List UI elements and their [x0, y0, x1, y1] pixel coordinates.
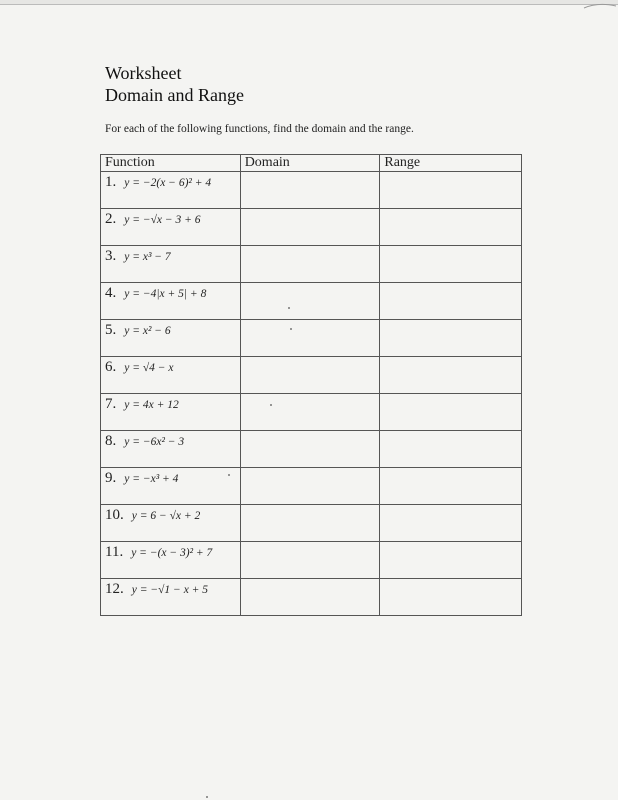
header-range: Range [380, 155, 522, 172]
range-answer-cell[interactable] [380, 320, 522, 357]
range-answer-cell[interactable] [380, 431, 522, 468]
table-row [101, 394, 522, 431]
scan-speck [228, 474, 230, 476]
scan-speck [290, 328, 292, 330]
table-row [101, 320, 522, 357]
range-answer-cell[interactable] [380, 579, 522, 616]
function-equation: y = −2(x − 6)² + 4 [124, 177, 212, 189]
table-row [101, 431, 522, 468]
range-answer-cell[interactable] [380, 283, 522, 320]
header-function: Function [101, 155, 241, 172]
header-domain: Domain [240, 155, 380, 172]
range-answer-cell[interactable] [380, 468, 522, 505]
row-number: 10. [105, 507, 124, 523]
domain-answer-cell[interactable] [240, 209, 380, 246]
function-equation: y = −x³ + 4 [124, 473, 179, 485]
domain-answer-cell[interactable] [240, 468, 380, 505]
row-number: 12. [105, 581, 124, 597]
row-number: 7. [105, 396, 117, 412]
domain-answer-cell[interactable] [240, 246, 380, 283]
function-equation: y = −(x − 3)² + 7 [131, 547, 213, 559]
range-answer-cell[interactable] [380, 505, 522, 542]
table-row [101, 209, 522, 246]
instructions-text: For each of the following functions, find the domain and the range. [105, 123, 414, 135]
function-cell [101, 468, 241, 505]
domain-answer-cell[interactable] [240, 320, 380, 357]
function-equation: y = x² − 6 [124, 325, 171, 337]
table-row [101, 468, 522, 505]
function-cell [101, 542, 241, 579]
scan-speck [270, 404, 272, 406]
domain-answer-cell[interactable] [240, 579, 380, 616]
table-row [101, 283, 522, 320]
table-row [101, 579, 522, 616]
domain-answer-cell[interactable] [240, 172, 380, 209]
row-number: 2. [105, 211, 117, 227]
title-line-worksheet: Worksheet [105, 63, 182, 83]
function-cell [101, 431, 241, 468]
row-number: 5. [105, 322, 117, 338]
row-number: 1. [105, 174, 117, 190]
function-table [100, 154, 522, 616]
range-answer-cell[interactable] [380, 357, 522, 394]
range-answer-cell[interactable] [380, 209, 522, 246]
scan-speck [288, 307, 290, 309]
function-equation: y = −√1 − x + 5 [131, 584, 209, 596]
row-number: 9. [105, 470, 117, 486]
scan-speck [206, 796, 208, 798]
function-cell [101, 357, 241, 394]
function-cell [101, 283, 241, 320]
function-equation: y = x³ − 7 [124, 251, 171, 263]
worksheet-title [105, 62, 244, 106]
range-answer-cell[interactable] [380, 394, 522, 431]
row-number: 3. [105, 248, 117, 264]
function-cell [101, 579, 241, 616]
function-cell [101, 246, 241, 283]
function-equation: y = 6 − √x + 2 [131, 510, 201, 522]
range-answer-cell[interactable] [380, 246, 522, 283]
row-number: 6. [105, 359, 117, 375]
table-row [101, 172, 522, 209]
row-number: 4. [105, 285, 117, 301]
table-header-row [101, 155, 522, 172]
scan-corner-mark [578, 0, 618, 14]
table-row [101, 505, 522, 542]
function-cell [101, 505, 241, 542]
function-cell [101, 394, 241, 431]
domain-answer-cell[interactable] [240, 505, 380, 542]
domain-answer-cell[interactable] [240, 431, 380, 468]
function-equation: y = −4|x + 5| + 8 [124, 288, 207, 300]
table-row [101, 357, 522, 394]
function-cell [101, 172, 241, 209]
function-equation: y = √4 − x [124, 362, 174, 374]
row-number: 11. [105, 544, 124, 560]
scan-top-edge [0, 0, 618, 5]
function-equation: y = 4x + 12 [124, 399, 179, 411]
function-cell [101, 209, 241, 246]
domain-answer-cell[interactable] [240, 283, 380, 320]
range-answer-cell[interactable] [380, 542, 522, 579]
row-number: 8. [105, 433, 117, 449]
domain-answer-cell[interactable] [240, 394, 380, 431]
domain-answer-cell[interactable] [240, 357, 380, 394]
range-answer-cell[interactable] [380, 172, 522, 209]
domain-answer-cell[interactable] [240, 542, 380, 579]
function-equation: y = −√x − 3 + 6 [124, 214, 201, 226]
table-row [101, 246, 522, 283]
table-row [101, 542, 522, 579]
function-cell [101, 320, 241, 357]
function-equation: y = −6x² − 3 [124, 436, 185, 448]
title-line-domain-range: Domain and Range [105, 85, 244, 105]
